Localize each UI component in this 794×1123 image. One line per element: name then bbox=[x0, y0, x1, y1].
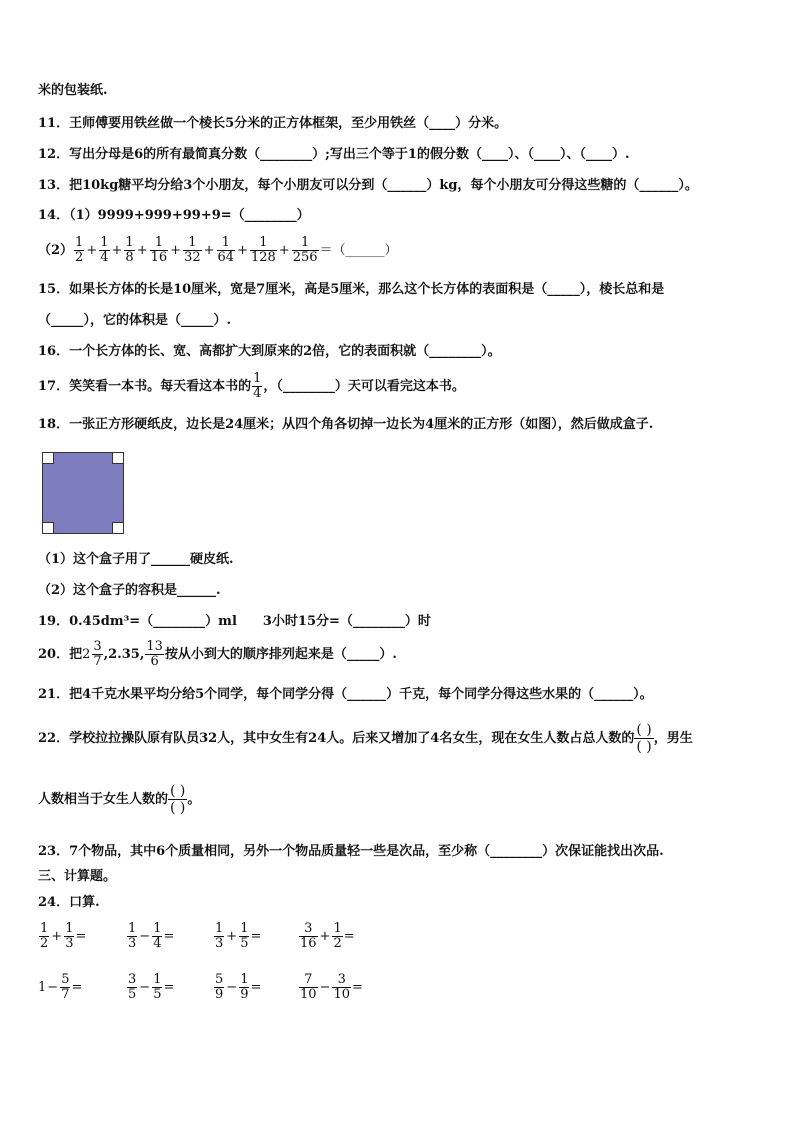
q22-line1-text: 22．学校拉拉操队原有队员32人，其中女生有24人。后来又增加了4名女生，现在女生人数占总人数的 bbox=[38, 731, 635, 746]
corner-cut-bottom-left bbox=[42, 522, 54, 534]
left-fraction bbox=[214, 922, 224, 951]
left-fraction bbox=[299, 922, 318, 951]
numerator: 1 bbox=[125, 235, 134, 250]
denominator: 64 bbox=[217, 250, 235, 265]
cardboard-square-figure bbox=[42, 452, 124, 534]
numerator: 5 bbox=[215, 972, 224, 987]
q14-term-fraction bbox=[99, 236, 109, 265]
question-14-part1: 14．（1）9999+999+99+9=（________） bbox=[38, 208, 310, 223]
q14-term-fraction bbox=[217, 236, 236, 265]
question-22-line1 bbox=[38, 722, 693, 755]
q22-blank-fraction-1 bbox=[634, 722, 653, 755]
denominator: 16 bbox=[150, 250, 168, 265]
right-fraction bbox=[332, 973, 351, 1002]
q22-blank-num-2: ( ) bbox=[170, 783, 186, 799]
q14-term-fraction bbox=[74, 236, 84, 265]
right-fraction bbox=[64, 922, 74, 951]
numerator: 1 bbox=[183, 236, 202, 251]
denominator: 8 bbox=[125, 250, 134, 265]
denominator: 2 bbox=[75, 250, 84, 265]
plus-sign: + bbox=[203, 243, 215, 258]
numerator: 7 bbox=[299, 973, 318, 988]
numerator: 5 bbox=[61, 972, 70, 987]
q17-fraction bbox=[252, 372, 262, 401]
denominator: 32 bbox=[184, 250, 201, 265]
plus-sign: + bbox=[237, 243, 248, 258]
calc-expression bbox=[38, 922, 86, 951]
question-18: 18．一张正方形硬纸皮，边长是24厘米；从四个角各切掉一边长为4厘米的正方形（如图），然后做成盒子. bbox=[38, 417, 654, 432]
question-15-line1: 15．如果长方体的长是10厘米，宽是7厘米，高是5厘米，那么这个长方体的表面积是（_____），棱长总和是 bbox=[38, 282, 665, 297]
q14-term-fraction bbox=[250, 236, 277, 265]
q17-denominator: 4 bbox=[253, 386, 262, 401]
denominator: 4 bbox=[100, 250, 109, 265]
q14-term-fraction bbox=[292, 236, 319, 265]
numerator: 1 bbox=[153, 972, 162, 987]
denominator: 5 bbox=[128, 987, 137, 1002]
equals-sign: = bbox=[250, 929, 262, 944]
q14-2-tail: ＝（______） bbox=[319, 243, 398, 258]
numerator: 1 bbox=[333, 921, 342, 936]
q17-pre: 17．笑笑看一本书。每天看这本书的 bbox=[38, 379, 252, 394]
right-fraction bbox=[332, 922, 342, 951]
corner-cut-top-left bbox=[42, 452, 54, 464]
whole-number: 1 bbox=[38, 980, 47, 995]
q20-mixed-number bbox=[82, 639, 104, 669]
equals-sign: = bbox=[250, 980, 262, 995]
equals-sign: = bbox=[75, 929, 87, 944]
calc-expression bbox=[38, 973, 82, 1002]
q14-term-fraction bbox=[183, 236, 202, 265]
q20-num2: 13 bbox=[146, 639, 163, 654]
numerator: 3 bbox=[299, 922, 318, 937]
numerator: 1 bbox=[217, 236, 236, 251]
q22-blank-num-1: ( ) bbox=[636, 722, 652, 738]
left-fraction bbox=[299, 973, 318, 1002]
equals-sign: = bbox=[163, 929, 175, 944]
plus-sign: + bbox=[86, 243, 98, 258]
denominator: 4 bbox=[153, 936, 162, 951]
right-fraction bbox=[60, 973, 70, 1002]
calc-expression bbox=[213, 922, 261, 951]
plus-sign: + bbox=[170, 243, 182, 258]
plus-sign: + bbox=[111, 243, 123, 258]
numerator: 1 bbox=[65, 921, 74, 936]
q20-num1: 3 bbox=[93, 639, 102, 654]
denominator: 9 bbox=[215, 987, 224, 1002]
question-21: 21．把4千克水果平均分给5个同学，每个同学分得（______）千克，每个同学分得这些水果的（______）。 bbox=[38, 687, 653, 702]
numerator: 3 bbox=[128, 972, 137, 987]
calc-expression bbox=[126, 973, 174, 1002]
question-18-part1: （1）这个盒子用了______硬皮纸. bbox=[38, 552, 234, 567]
denominator: 10 bbox=[300, 987, 317, 1002]
numerator: 1 bbox=[153, 921, 162, 936]
q20-den2: 6 bbox=[150, 654, 159, 669]
right-fraction bbox=[152, 922, 162, 951]
numerator: 1 bbox=[150, 236, 169, 251]
question-14-part2 bbox=[38, 236, 398, 265]
equals-sign: = bbox=[352, 980, 363, 995]
denominator: 7 bbox=[61, 987, 70, 1002]
left-fraction bbox=[214, 973, 224, 1002]
numerator: 1 bbox=[292, 236, 319, 251]
calc-expression bbox=[213, 973, 261, 1002]
q14-term-fraction bbox=[150, 236, 169, 265]
q20-fraction bbox=[145, 640, 164, 669]
q14-fraction-sum bbox=[73, 235, 319, 265]
denominator: 16 bbox=[300, 936, 317, 951]
question-16: 16．一个长方体的长、宽、高都扩大到原来的2倍，它的表面积就（________）。 bbox=[38, 344, 501, 359]
plus-sign: + bbox=[278, 243, 290, 258]
q20-pre: 20．把 bbox=[38, 647, 83, 662]
calc-expression bbox=[126, 922, 174, 951]
question-12: 12．写出分母是6的所有最简真分数（________）;写出三个等于1的假分数（____）、（____）、（____）. bbox=[38, 147, 630, 162]
numerator: 1 bbox=[240, 921, 249, 936]
denominator: 3 bbox=[215, 936, 224, 951]
equals-sign: = bbox=[71, 980, 83, 995]
question-24: 24．口算. bbox=[38, 895, 100, 910]
q22-line2-text: 人数相当于女生人数的 bbox=[38, 792, 169, 807]
operator: + bbox=[51, 929, 63, 944]
right-fraction bbox=[239, 973, 249, 1002]
question-22-line2 bbox=[38, 783, 200, 816]
q22-line2-tail: 。 bbox=[187, 792, 201, 807]
operator: − bbox=[139, 929, 151, 944]
q22-blank-den-1: ( ) bbox=[636, 739, 652, 755]
question-19: 19．0.45dm³=（________）ml 3小时15分=（________）时 bbox=[38, 614, 431, 629]
q20-post: 按从小到大的顺序排列起来是（_____）. bbox=[164, 647, 397, 662]
numerator: 1 bbox=[128, 921, 137, 936]
question-11: 11．王师傅要用铁丝做一个棱长5分米的正方体框架，至少用铁丝（____）分米。 bbox=[38, 116, 508, 131]
q22-blank-den-2: ( ) bbox=[170, 800, 186, 816]
q10-tail: 米的包装纸. bbox=[38, 83, 108, 98]
question-18-part2: （2）这个盒子的容积是______. bbox=[38, 583, 221, 598]
calc-expression bbox=[298, 922, 355, 951]
question-17 bbox=[38, 372, 465, 401]
denominator: 9 bbox=[240, 987, 249, 1002]
denominator: 128 bbox=[250, 250, 276, 265]
q22-blank-fraction-2 bbox=[168, 783, 187, 816]
denominator: 3 bbox=[65, 936, 74, 951]
denominator: 256 bbox=[292, 250, 318, 265]
question-15-line2: （_____），它的体积是（_____）. bbox=[38, 313, 232, 328]
denominator: 2 bbox=[333, 936, 342, 951]
operator: + bbox=[226, 929, 238, 944]
question-20 bbox=[38, 640, 397, 669]
numerator: 1 bbox=[215, 921, 224, 936]
operator: + bbox=[319, 929, 331, 944]
question-13: 13．把10kg糖平均分给3个小朋友，每个小朋友可以分到（______）kg，每个小朋友可分得这些糖的（______）。 bbox=[38, 178, 698, 193]
numerator: 1 bbox=[100, 235, 109, 250]
left-fraction bbox=[39, 922, 49, 951]
q20-whole: 2 bbox=[82, 646, 91, 662]
equals-sign: = bbox=[163, 980, 175, 995]
section-heading-calc: 三、计算题。 bbox=[38, 869, 117, 884]
right-fraction bbox=[152, 973, 162, 1002]
q20-den1: 7 bbox=[93, 654, 102, 669]
q14-term-fraction bbox=[124, 236, 134, 265]
numerator: 1 bbox=[240, 972, 249, 987]
operator: − bbox=[319, 980, 331, 995]
denominator: 5 bbox=[240, 936, 249, 951]
equals-sign: = bbox=[343, 929, 355, 944]
denominator: 2 bbox=[40, 936, 49, 951]
q22-line1-tail: ，男生 bbox=[653, 731, 693, 746]
right-fraction bbox=[239, 922, 249, 951]
numerator: 1 bbox=[40, 921, 49, 936]
plus-sign: + bbox=[136, 243, 148, 258]
denominator: 3 bbox=[128, 936, 137, 951]
denominator: 10 bbox=[333, 987, 350, 1002]
left-fraction bbox=[127, 922, 137, 951]
question-23: 23．7个物品，其中6个质量相同，另外一个物品质量轻一些是次品，至少称（________）次保证能找出次品. bbox=[38, 844, 664, 859]
operator: − bbox=[139, 980, 151, 995]
q14-2-label: （2） bbox=[38, 243, 74, 258]
operator: − bbox=[47, 980, 59, 995]
corner-cut-bottom-right bbox=[112, 522, 124, 534]
q20-mid: ,2.35, bbox=[103, 647, 145, 662]
left-fraction bbox=[127, 973, 137, 1002]
denominator: 5 bbox=[153, 987, 162, 1002]
numerator: 3 bbox=[332, 973, 351, 988]
corner-cut-top-right bbox=[112, 452, 124, 464]
operator: − bbox=[226, 980, 238, 995]
numerator: 1 bbox=[75, 235, 84, 250]
q17-numerator: 1 bbox=[253, 371, 262, 386]
calc-expression bbox=[298, 973, 363, 1002]
numerator: 1 bbox=[250, 236, 277, 251]
q17-post: ，（________）天可以看完这本书。 bbox=[263, 379, 465, 394]
